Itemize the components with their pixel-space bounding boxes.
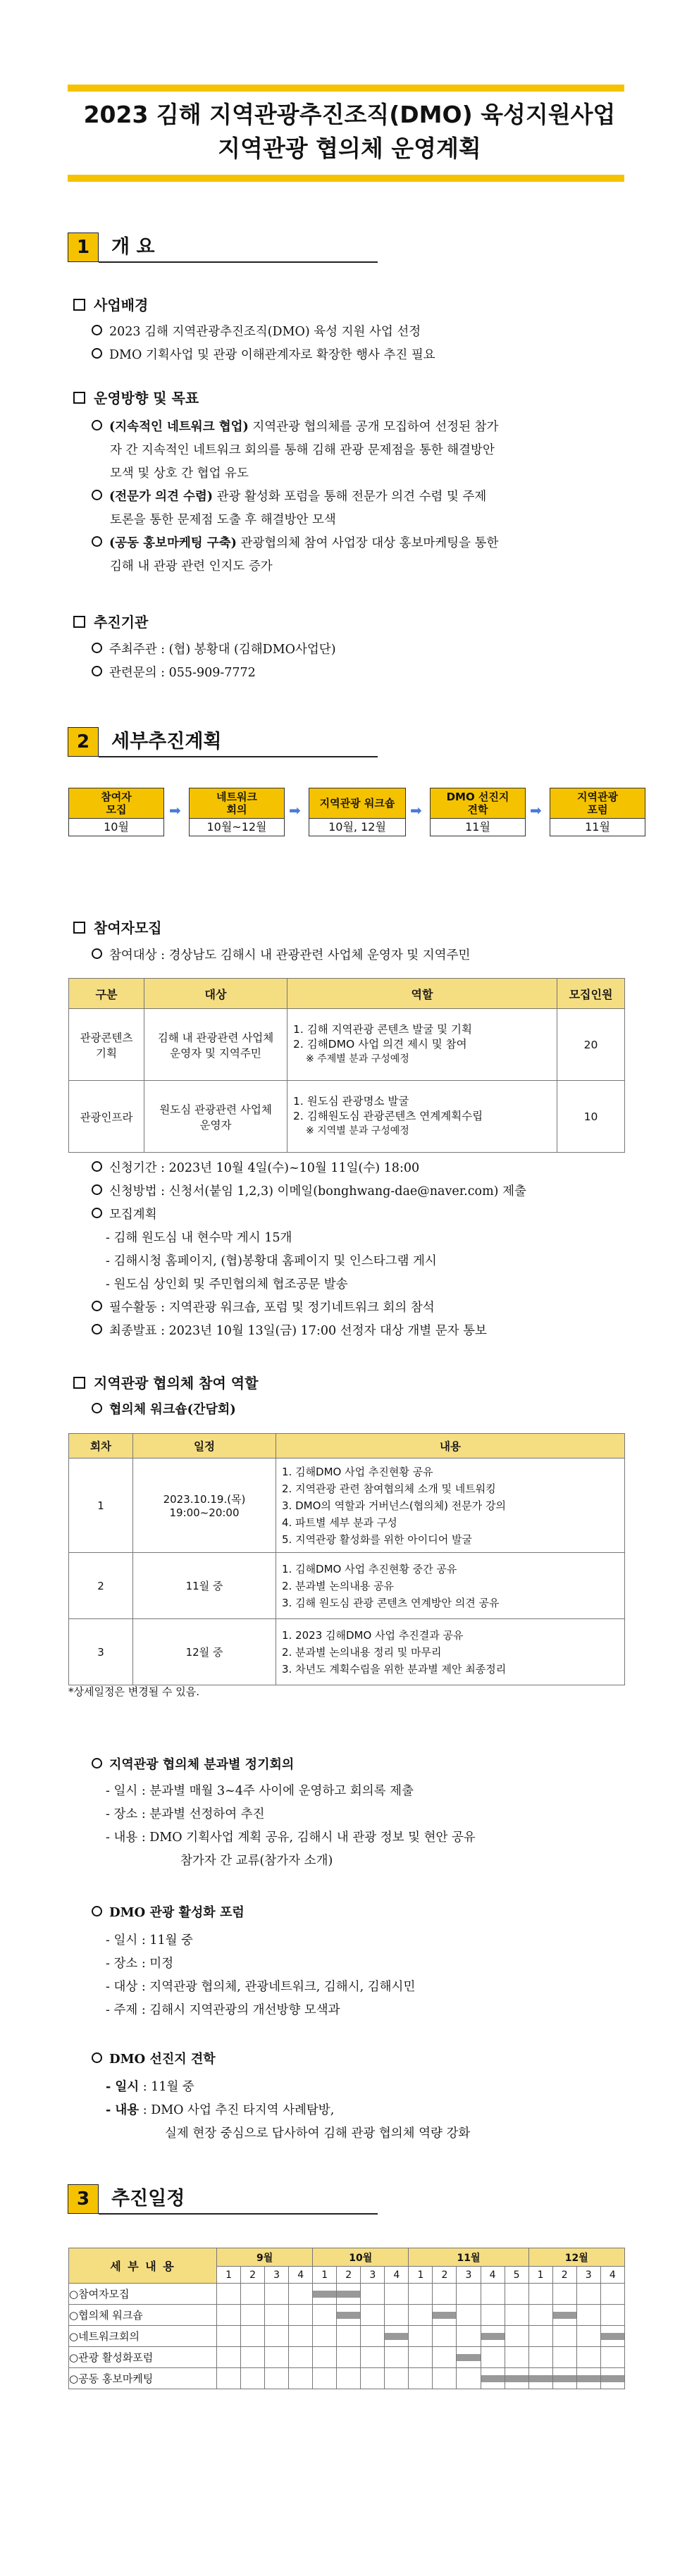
recruit-detail: 신청방법 : 신청서(붙임 1,2,3) 이메일(bonghwang-dae@naver.com) 제출 (92, 1180, 526, 1203)
schedule-cell (600, 2305, 624, 2326)
col-header: 역할 (287, 979, 557, 1009)
square-bullet-icon (73, 1377, 85, 1389)
date-cell: 11월 중 (133, 1553, 276, 1619)
section-3-header (68, 2184, 378, 2214)
flow-step-period: 11월 (550, 819, 645, 836)
type-cell: 관광콘텐츠 기획 (69, 1009, 144, 1081)
schedule-cell (385, 2368, 409, 2389)
schedule-cell (552, 2305, 576, 2326)
schedule-cell (289, 2284, 313, 2305)
schedule-cell (600, 2368, 624, 2389)
schedule-cell (241, 2284, 265, 2305)
schedule-cell (528, 2368, 552, 2389)
background-item: DMO 기획사업 및 관광 이해관계자로 확장한 행사 추진 필요 (92, 344, 435, 367)
flow-step-period: 10월, 12월 (309, 819, 406, 836)
schedule-cell (505, 2284, 528, 2305)
schedule-bar (601, 2375, 624, 2382)
table-row (69, 1619, 625, 1685)
flow-step (550, 788, 645, 836)
circle-bullet-icon (92, 1324, 102, 1335)
direction-heading: 운영방향 및 목표 (73, 388, 199, 409)
schedule-label-header: 세 부 내 용 (69, 2248, 217, 2284)
circle-bullet-icon (92, 536, 102, 547)
schedule-row-label: ○공동 홍보마케팅 (69, 2368, 217, 2389)
schedule-cell (217, 2347, 241, 2368)
schedule-cell (552, 2284, 576, 2305)
direction-item-cont: 모색 및 상호 간 협업 유도 (110, 466, 249, 481)
section-1-header (68, 233, 378, 262)
section-number: 1 (68, 233, 99, 262)
schedule-row-label: ○참여자모집 (69, 2284, 217, 2305)
schedule-cell (528, 2347, 552, 2368)
schedule-cell (361, 2284, 385, 2305)
schedule-table (68, 2248, 625, 2389)
recruit-detail: 최종발표 : 2023년 10월 13일(금) 17:00 선정자 대상 개별 문자 통보 (92, 1320, 487, 1343)
schedule-cell (552, 2347, 576, 2368)
section-2-header (68, 727, 378, 757)
organizer-item: 주최주관 : (협) 봉황대 (김해DMO사업단) (92, 638, 336, 662)
schedule-row-label: ○협의체 워크숍 (69, 2305, 217, 2326)
schedule-bar (553, 2312, 576, 2319)
schedule-bar (553, 2375, 576, 2382)
direction-item: (지속적인 네트워크 협업) 지역관광 협의체를 공개 모집하여 선정된 참가 (92, 416, 498, 439)
schedule-bar (433, 2312, 456, 2319)
schedule-cell (313, 2305, 337, 2326)
schedule-cell (385, 2347, 409, 2368)
direction-item: (공동 홍보마케팅 구축) 관광협의체 참여 사업장 대상 홍보마케팅을 통한 (92, 532, 498, 555)
schedule-cell (409, 2305, 433, 2326)
schedule-cell (457, 2326, 481, 2347)
schedule-cell (289, 2326, 313, 2347)
schedule-cell (433, 2326, 457, 2347)
recruit-detail: 신청기간 : 2023년 10월 4일(수)~10월 11일(수) 18:00 (92, 1157, 419, 1180)
week-header: 3 (265, 2267, 289, 2284)
content-cell: 1. 김해DMO 사업 추진현황 공유 2. 지역관광 관련 참여협의체 소개 및 네트워킹 3. DMO의 역할과 거버넌스(협의체) 전문가 강의 4. 파트별 세부 분과 구성 5. 지역관광 활성화를 위한 아이디어 발굴 (276, 1459, 625, 1553)
recruit-heading: 참여자모집 (73, 917, 162, 939)
recruit-detail: 모집계획 (92, 1203, 157, 1227)
date-cell: 12월 중 (133, 1619, 276, 1685)
week-header: 2 (337, 2267, 361, 2284)
circle-bullet-icon (92, 1403, 102, 1413)
schedule-cell (600, 2284, 624, 2305)
week-header: 2 (552, 2267, 576, 2284)
schedule-bar (337, 2312, 360, 2319)
week-header: 1 (217, 2267, 241, 2284)
schedule-cell (505, 2305, 528, 2326)
flow-step-title: 지역관광 워크숍 (309, 788, 406, 819)
schedule-cell (241, 2347, 265, 2368)
arrow-right-icon: ➡ (530, 802, 542, 819)
square-bullet-icon (73, 299, 85, 311)
schedule-cell (409, 2347, 433, 2368)
circle-bullet-icon (92, 325, 102, 335)
forum-line: - 대상 : 지역관광 협의체, 관광네트워크, 김해시, 김해시민 (106, 1980, 416, 1994)
tour-line: - 일시 : 11월 중 (106, 2080, 194, 2094)
background-item: 2023 김해 지역관광추진조직(DMO) 육성 지원 사업 선정 (92, 321, 421, 344)
schedule-bar (385, 2333, 408, 2340)
forum-label: DMO 관광 활성화 포럼 (92, 1902, 245, 1924)
schedule-cell (481, 2347, 505, 2368)
arrow-right-icon: ➡ (289, 802, 301, 819)
flow-step-title: 네트워크 회의 (189, 788, 285, 819)
week-header: 1 (313, 2267, 337, 2284)
week-header: 3 (361, 2267, 385, 2284)
circle-bullet-icon (92, 948, 102, 959)
round-cell: 3 (69, 1619, 133, 1685)
month-header: 12월 (528, 2248, 624, 2267)
schedule-bar (577, 2375, 600, 2382)
schedule-cell (289, 2368, 313, 2389)
schedule-cell (241, 2305, 265, 2326)
schedule-cell (265, 2326, 289, 2347)
schedule-cell (289, 2347, 313, 2368)
col-header: 회차 (69, 1434, 133, 1459)
col-header: 모집인원 (557, 979, 625, 1009)
schedule-cell (552, 2326, 576, 2347)
schedule-bar (457, 2354, 480, 2361)
schedule-row-label: ○네트워크회의 (69, 2326, 217, 2347)
schedule-cell (241, 2326, 265, 2347)
schedule-cell (505, 2347, 528, 2368)
flow-step-period: 11월 (430, 819, 526, 836)
flow-step (430, 788, 526, 836)
schedule-cell (217, 2326, 241, 2347)
bottom-accent-bar (68, 175, 624, 182)
schedule-cell (481, 2326, 505, 2347)
schedule-cell (385, 2326, 409, 2347)
section-underline (99, 261, 378, 263)
schedule-row-label: ○관광 활성화포럼 (69, 2347, 217, 2368)
tour-line-cont: 실제 현장 중심으로 답사하여 김해 관광 협의체 역량 강화 (165, 2126, 471, 2141)
arrow-right-icon: ➡ (169, 802, 181, 819)
schedule-cell (265, 2305, 289, 2326)
schedule-cell (217, 2368, 241, 2389)
circle-bullet-icon (92, 1161, 102, 1172)
schedule-cell (385, 2305, 409, 2326)
schedule-cell (528, 2326, 552, 2347)
recruit-detail-sub: - 김해시청 홈페이지, (협)봉황대 홈페이지 및 인스타그램 게시 (106, 1254, 437, 1268)
circle-bullet-icon (92, 1184, 102, 1195)
week-header: 3 (576, 2267, 600, 2284)
role-cell: 1. 원도심 관광명소 발굴 2. 김해원도심 관광콘텐츠 연계계획수립 ※ 지역별 분과 구성예정 (287, 1081, 557, 1153)
square-bullet-icon (73, 616, 85, 628)
count-cell: 20 (557, 1009, 625, 1081)
circle-bullet-icon (92, 1301, 102, 1311)
direction-item: (전문가 의견 수렴) 관광 활성화 포럼을 통해 전문가 의견 수렴 및 주제 (92, 485, 486, 509)
week-header: 4 (385, 2267, 409, 2284)
target-cell: 원도심 관광관련 사업체 운영자 (144, 1081, 287, 1153)
week-header: 2 (241, 2267, 265, 2284)
round-cell: 1 (69, 1459, 133, 1553)
schedule-bar (529, 2375, 552, 2382)
roles-heading: 지역관광 협의체 참여 역할 (73, 1373, 258, 1394)
schedule-cell (528, 2284, 552, 2305)
col-header: 구분 (69, 979, 144, 1009)
table-row (69, 1009, 625, 1081)
schedule-cell (265, 2284, 289, 2305)
workshop-label: 협의체 워크숍(간담회) (92, 1399, 236, 1420)
week-header: 3 (457, 2267, 481, 2284)
circle-bullet-icon (92, 1208, 102, 1218)
recruit-target: 참여대상 : 경상남도 김해시 내 관광관련 사업체 운영자 및 지역주민 (92, 944, 470, 967)
schedule-row (69, 2368, 625, 2389)
schedule-cell (552, 2368, 576, 2389)
schedule-cell (433, 2284, 457, 2305)
week-header: 1 (528, 2267, 552, 2284)
schedule-cell (313, 2284, 337, 2305)
flow-step-title: 참여자 모집 (68, 788, 164, 819)
schedule-cell (576, 2305, 600, 2326)
schedule-row (69, 2305, 625, 2326)
meeting-label: 지역관광 협의체 분과별 정기회의 (92, 1754, 294, 1776)
forum-line: - 일시 : 11월 중 (106, 1933, 193, 1948)
schedule-cell (313, 2347, 337, 2368)
tour-line: - 내용 : DMO 사업 추진 타지역 사례탐방, (106, 2103, 335, 2117)
schedule-cell (409, 2326, 433, 2347)
schedule-cell (313, 2368, 337, 2389)
organizer-item: 관련문의 : 055-909-7772 (92, 662, 256, 685)
month-header: 11월 (409, 2248, 528, 2267)
section-title: 세부추진계획 (111, 731, 222, 753)
schedule-cell (576, 2347, 600, 2368)
schedule-cell (600, 2326, 624, 2347)
schedule-cell (361, 2368, 385, 2389)
arrow-right-icon: ➡ (410, 802, 422, 819)
schedule-bar (337, 2291, 360, 2298)
schedule-cell (313, 2326, 337, 2347)
table-header-row (69, 979, 625, 1009)
flow-step (189, 788, 285, 836)
schedule-bar (505, 2375, 528, 2382)
direction-item-cont: 자 간 지속적인 네트워크 회의를 통해 김해 관광 문제점을 통한 해결방안 (110, 443, 495, 457)
direction-item-cont: 김해 내 관광 관련 인지도 증가 (110, 559, 273, 574)
table-row (69, 1459, 625, 1553)
circle-bullet-icon (92, 1906, 102, 1916)
section-title: 추진일정 (111, 2188, 185, 2210)
circle-bullet-icon (92, 348, 102, 359)
schedule-cell (337, 2326, 361, 2347)
circle-bullet-icon (92, 420, 102, 431)
forum-line: - 주제 : 김해시 지역관광의 개선방향 모색과 (106, 2003, 340, 2017)
schedule-cell (576, 2284, 600, 2305)
schedule-cell (385, 2284, 409, 2305)
schedule-row (69, 2284, 625, 2305)
col-header: 대상 (144, 979, 287, 1009)
schedule-bar (601, 2333, 624, 2340)
schedule-note: *상세일정은 변경될 수 있음. (68, 1685, 199, 1698)
circle-bullet-icon (92, 2052, 102, 2063)
recruit-detail-sub: - 원도심 상인회 및 주민협의체 협조공문 발송 (106, 1277, 348, 1292)
meeting-line: - 내용 : DMO 기획사업 계획 공유, 김해시 내 관광 정보 및 현안 공유 (106, 1831, 476, 1845)
schedule-month-row (69, 2248, 625, 2267)
organizer-heading: 추진기관 (73, 612, 148, 633)
schedule-cell (409, 2284, 433, 2305)
schedule-cell (505, 2368, 528, 2389)
week-header: 1 (409, 2267, 433, 2284)
schedule-row (69, 2347, 625, 2368)
circle-bullet-icon (92, 643, 102, 653)
workshop-table (68, 1433, 625, 1685)
schedule-cell (337, 2305, 361, 2326)
round-cell: 2 (69, 1553, 133, 1619)
schedule-row (69, 2326, 625, 2347)
role-cell: 1. 김해 지역관광 콘텐츠 발굴 및 기획 2. 김해DMO 사업 의견 제시 및 참여 ※ 주제별 분과 구성예정 (287, 1009, 557, 1081)
schedule-cell (457, 2305, 481, 2326)
schedule-cell (505, 2326, 528, 2347)
date-cell: 2023.10.19.(목) 19:00~20:00 (133, 1459, 276, 1553)
schedule-cell (409, 2368, 433, 2389)
week-header: 4 (481, 2267, 505, 2284)
recruit-detail: 필수활동 : 지역관광 워크숍, 포럼 및 정기네트워크 회의 참석 (92, 1296, 435, 1320)
flow-step-period: 10월~12월 (189, 819, 285, 836)
schedule-cell (528, 2305, 552, 2326)
square-bullet-icon (73, 922, 85, 934)
content-cell: 1. 2023 김해DMO 사업 추진결과 공유 2. 분과별 논의내용 정리 및 마무리 3. 차년도 계획수립을 위한 분과별 제안 최종정리 (276, 1619, 625, 1685)
col-header: 내용 (276, 1434, 625, 1459)
col-header: 일정 (133, 1434, 276, 1459)
document-title-line2: 지역관광 협의체 운영계획 (218, 135, 481, 162)
flow-step-title: 지역관광 포럼 (550, 788, 645, 819)
circle-bullet-icon (92, 490, 102, 500)
schedule-cell (337, 2347, 361, 2368)
table-row (69, 1553, 625, 1619)
target-cell: 김해 내 관광관련 사업체 운영자 및 지역주민 (144, 1009, 287, 1081)
schedule-bar (481, 2333, 505, 2340)
circle-bullet-icon (92, 1758, 102, 1769)
schedule-cell (457, 2284, 481, 2305)
schedule-cell (289, 2305, 313, 2326)
flow-step (68, 788, 164, 836)
content-cell: 1. 김해DMO 사업 추진현황 중간 공유 2. 분과별 논의내용 공유 3. 김해 원도심 관광 콘텐츠 연계방안 의견 공유 (276, 1553, 625, 1619)
schedule-cell (481, 2305, 505, 2326)
meeting-line: - 장소 : 분과별 선정하여 추진 (106, 1807, 265, 1821)
direction-item-cont: 토론을 통한 문제점 도출 후 해결방안 모색 (110, 513, 336, 527)
schedule-cell (481, 2368, 505, 2389)
document-title-line1: 2023 김해 지역관광추진조직(DMO) 육성지원사업 (83, 101, 616, 128)
schedule-cell (600, 2347, 624, 2368)
section-underline (99, 756, 378, 757)
schedule-cell (361, 2347, 385, 2368)
schedule-cell (265, 2368, 289, 2389)
schedule-cell (433, 2305, 457, 2326)
schedule-cell (433, 2368, 457, 2389)
circle-bullet-icon (92, 666, 102, 676)
schedule-cell (217, 2305, 241, 2326)
week-header: 4 (600, 2267, 624, 2284)
recruit-detail-sub: - 김해 원도심 내 현수막 게시 15개 (106, 1231, 292, 1245)
top-accent-bar (68, 85, 624, 92)
flow-step-title: DMO 선진지 견학 (430, 788, 526, 819)
background-heading: 사업배경 (73, 295, 148, 316)
month-header: 9월 (217, 2248, 313, 2267)
schedule-cell (433, 2347, 457, 2368)
section-number: 3 (68, 2184, 99, 2214)
week-header: 5 (505, 2267, 528, 2284)
count-cell: 10 (557, 1081, 625, 1153)
meeting-line: - 일시 : 분과별 매월 3~4주 사이에 운영하고 회의록 제출 (106, 1784, 414, 1798)
month-header: 10월 (313, 2248, 409, 2267)
square-bullet-icon (73, 392, 85, 404)
schedule-cell (337, 2284, 361, 2305)
schedule-cell (361, 2326, 385, 2347)
schedule-cell (457, 2368, 481, 2389)
schedule-cell (481, 2284, 505, 2305)
schedule-cell (265, 2347, 289, 2368)
recruit-table (68, 978, 625, 1153)
flow-step (309, 788, 406, 836)
type-cell: 관광인프라 (69, 1081, 144, 1153)
table-header-row (69, 1434, 625, 1459)
schedule-bar (481, 2375, 505, 2382)
meeting-line-cont: 참가자 간 교류(참가자 소개) (180, 1854, 333, 1868)
section-title: 개 요 (111, 236, 155, 258)
flow-step-period: 10월 (68, 819, 164, 836)
schedule-cell (217, 2284, 241, 2305)
forum-line: - 장소 : 미정 (106, 1957, 174, 1971)
table-row (69, 1081, 625, 1153)
schedule-cell (337, 2368, 361, 2389)
schedule-cell (576, 2326, 600, 2347)
schedule-bar (313, 2291, 336, 2298)
schedule-cell (457, 2347, 481, 2368)
schedule-cell (241, 2368, 265, 2389)
week-header: 2 (433, 2267, 457, 2284)
week-header: 4 (289, 2267, 313, 2284)
section-number: 2 (68, 727, 99, 757)
schedule-cell (361, 2305, 385, 2326)
section-underline (99, 2213, 378, 2215)
schedule-cell (576, 2368, 600, 2389)
tour-label: DMO 선진지 견학 (92, 2049, 216, 2070)
